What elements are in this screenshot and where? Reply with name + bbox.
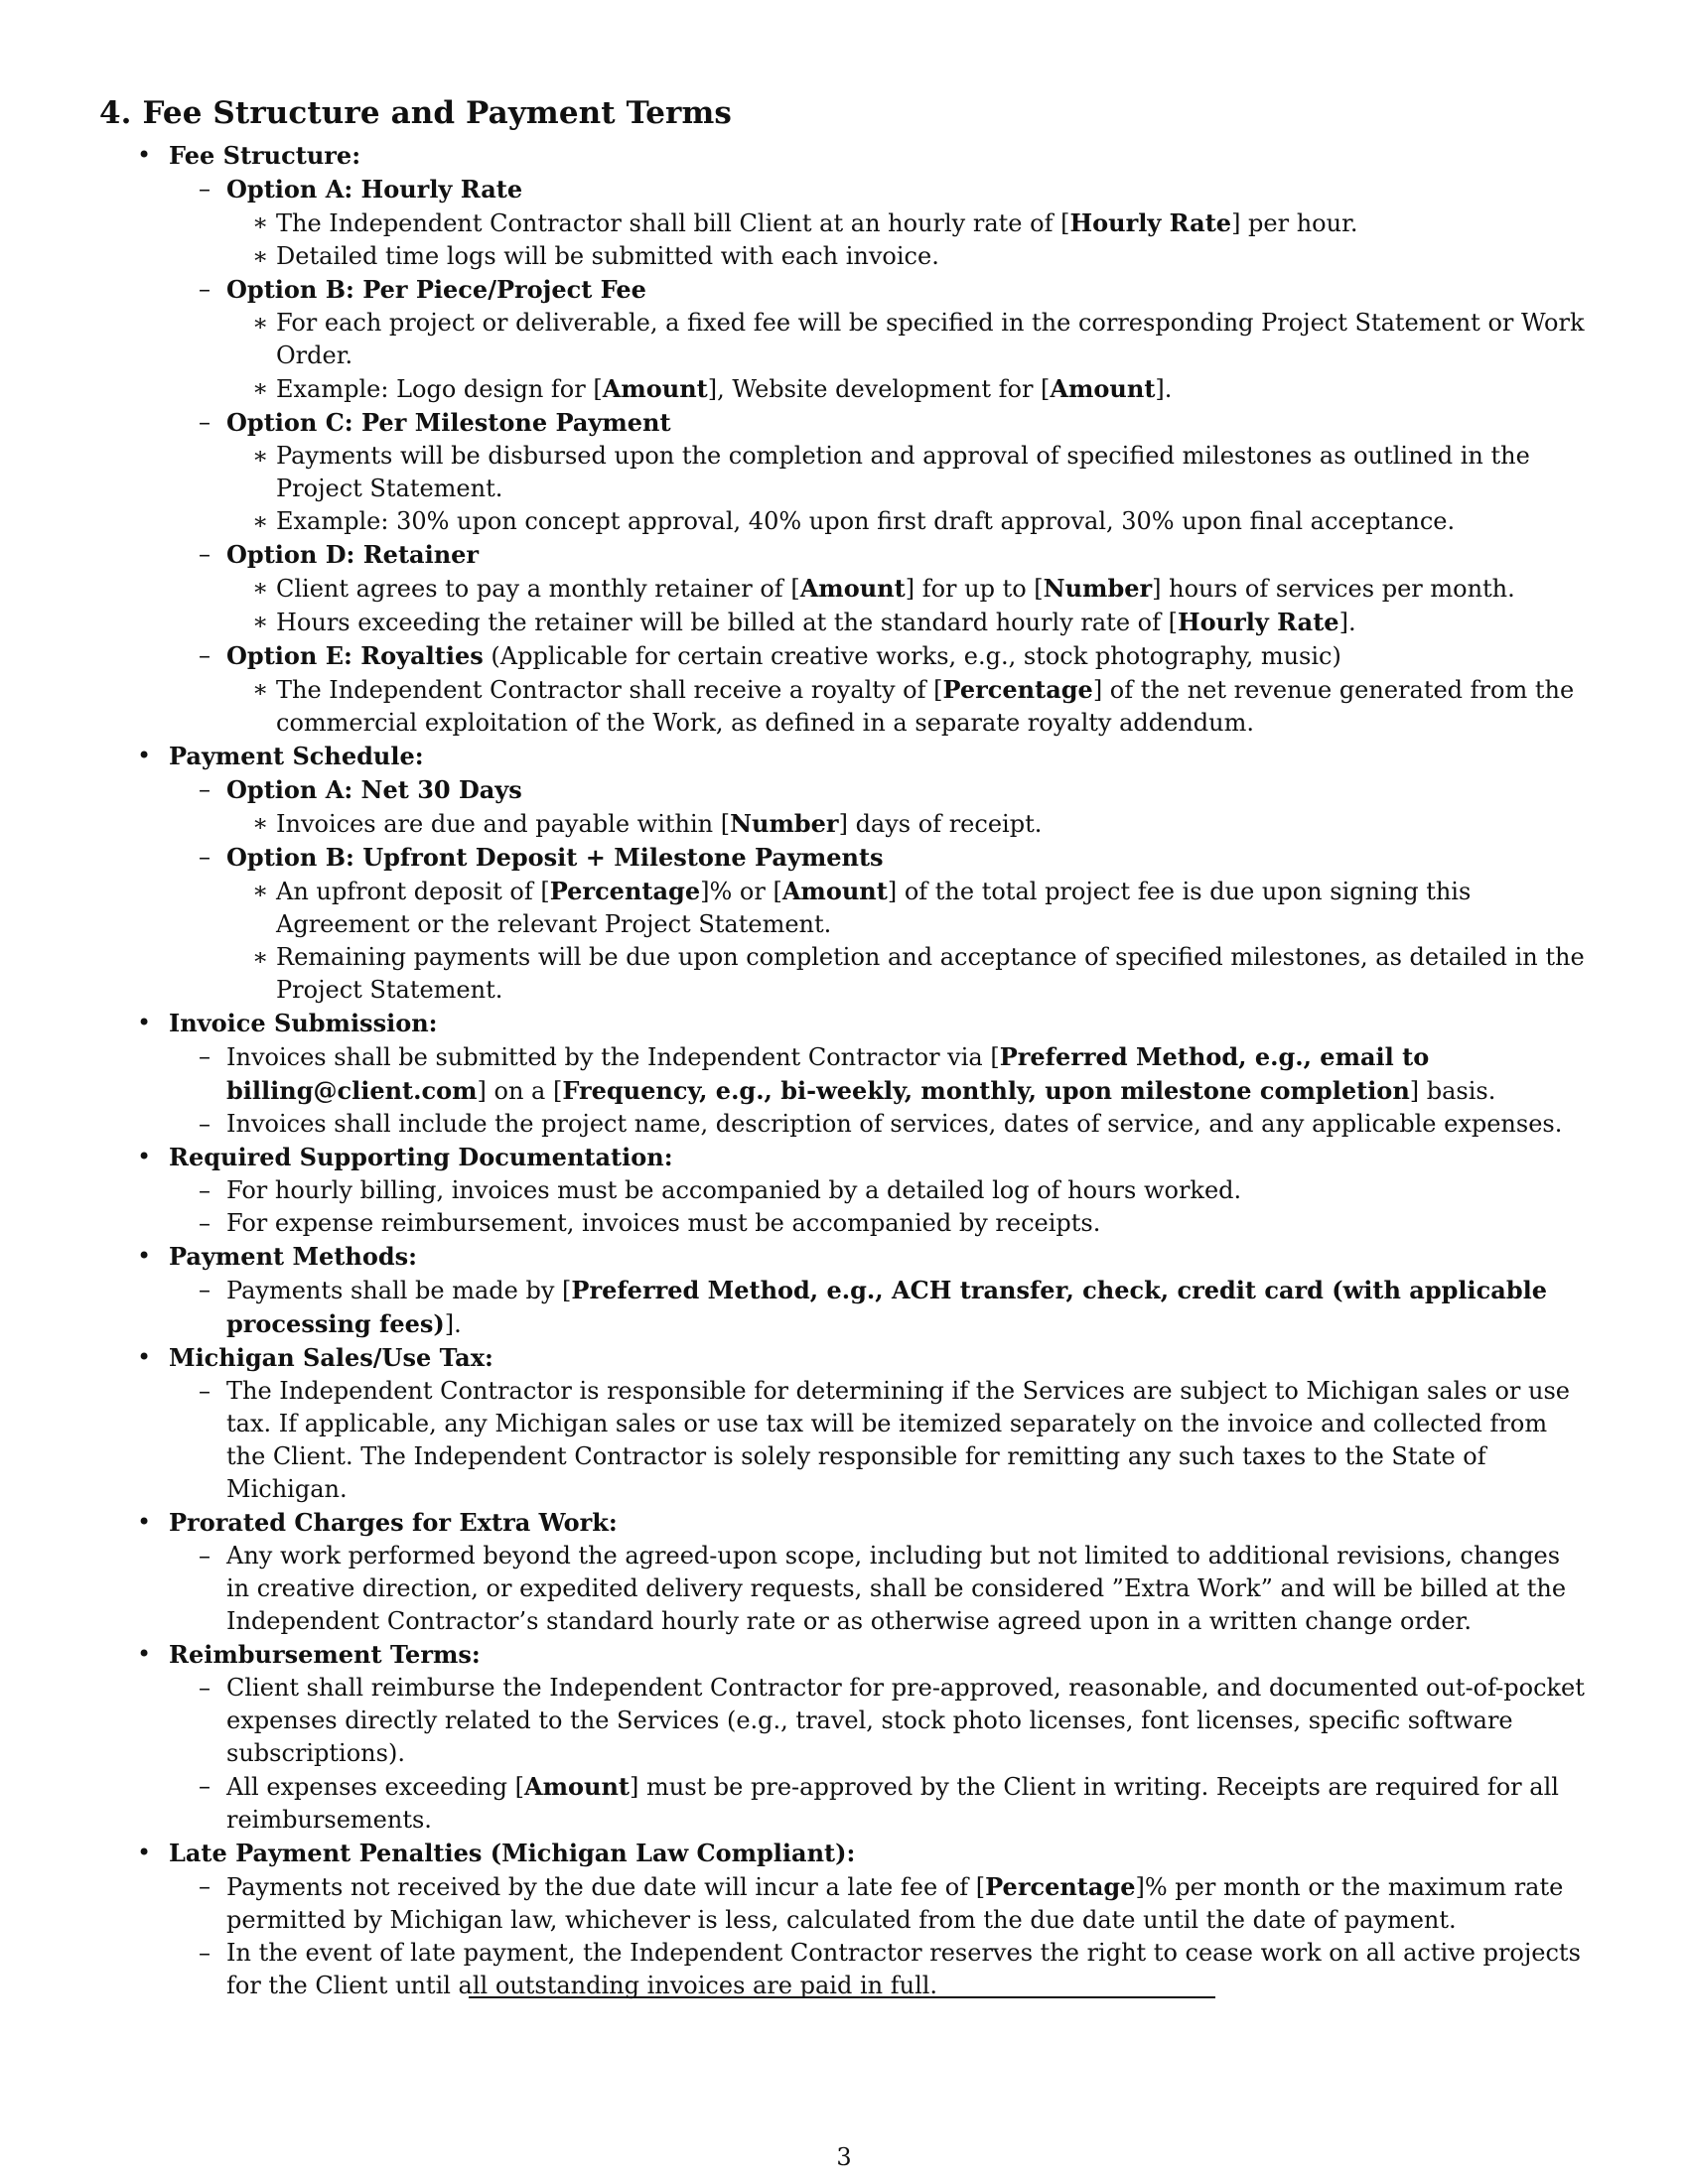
dash-glyph: – bbox=[199, 775, 211, 803]
list-item: ∗ An upfront deposit of [Percentage]% or [Amount] of the total project fee is due upon signing this Agreement or the relevant Project Statement. bbox=[252, 877, 1472, 938]
list-item: ∗ Payments will be disbursed upon the completion and approval of specified milestones as outlined in the Project Statement. bbox=[252, 442, 1530, 502]
option-note: (Applicable for certain creative works, e.g., stock photography, music) bbox=[483, 642, 1341, 670]
dash-glyph: – bbox=[199, 1377, 211, 1405]
bullet-glyph: • bbox=[137, 1143, 152, 1170]
dash-glyph: – bbox=[199, 1209, 211, 1237]
star-glyph: ∗ bbox=[252, 943, 269, 971]
dash-glyph: – bbox=[199, 1276, 211, 1303]
dash-glyph: – bbox=[199, 1772, 211, 1800]
placeholder-field: Frequency, e.g., bi-weekly, monthly, upon milestone completion bbox=[562, 1076, 1410, 1105]
fee-structure-label: Fee Structure: bbox=[169, 141, 361, 170]
star-glyph: ∗ bbox=[252, 809, 269, 837]
placeholder-field: Percentage bbox=[549, 877, 701, 905]
star-glyph: ∗ bbox=[252, 242, 269, 270]
list-item: – Invoices shall include the project name, description of services, dates of service, and any applicable expenses. bbox=[169, 1108, 1589, 1141]
list-item: ∗ The Independent Contractor shall receive a royalty of [Percentage] of the net revenue generated from the commercial exploitation of the Work, as defined in a separate royalty addendum. bbox=[252, 675, 1575, 737]
supporting-docs-item bbox=[99, 1141, 1589, 1240]
sales-tax-item bbox=[99, 1341, 1589, 1506]
list-item: – Invoices shall be submitted by the Independent Contractor via [Preferred Method, e.g., email to billing@client.com] on a [Frequency, e.g., bi-weekly, monthly, upon milestone completion] basis. bbox=[199, 1042, 1496, 1105]
bullet-glyph: • bbox=[137, 1242, 152, 1270]
extra-work-label: Prorated Charges for Extra Work: bbox=[169, 1508, 618, 1537]
schedule-option-b bbox=[169, 841, 1589, 1007]
dash-glyph: – bbox=[199, 843, 211, 871]
option-title: Option A: Hourly Rate bbox=[226, 175, 523, 204]
late-payment-label: Late Payment Penalties (Michigan Law Compliant): bbox=[169, 1839, 856, 1867]
placeholder-field: Amount bbox=[523, 1772, 630, 1801]
reimbursement-label: Reimbursement Terms: bbox=[169, 1640, 481, 1669]
star-glyph: ∗ bbox=[252, 442, 269, 470]
dash-glyph: – bbox=[199, 408, 211, 436]
bullet-glyph: • bbox=[137, 1009, 152, 1036]
placeholder-field: Amount bbox=[1050, 374, 1156, 403]
placeholder-field: Preferred Method, e.g., email to billing@client.com bbox=[226, 1042, 1430, 1105]
supporting-docs-label: Required Supporting Documentation: bbox=[169, 1143, 673, 1171]
list-item: ∗ For each project or deliverable, a fixed fee will be specified in the corresponding Project Statement or Work Order. bbox=[252, 309, 1585, 369]
placeholder-field: Amount bbox=[781, 877, 888, 905]
payment-schedule-label: Payment Schedule: bbox=[169, 742, 424, 770]
fee-structure-item bbox=[99, 139, 1589, 740]
star-glyph: ∗ bbox=[252, 309, 269, 337]
option-title: Option B: Per Piece/Project Fee bbox=[226, 275, 646, 304]
placeholder-field: Hourly Rate bbox=[1069, 208, 1232, 237]
bullet-glyph: • bbox=[137, 742, 152, 769]
extra-work-item bbox=[99, 1506, 1589, 1638]
option-title: Option D: Retainer bbox=[226, 540, 480, 569]
page-number: 3 bbox=[836, 2143, 852, 2171]
option-title: Option A: Net 30 Days bbox=[226, 775, 522, 804]
list-item: – For hourly billing, invoices must be accompanied by a detailed log of hours worked. bbox=[169, 1174, 1589, 1207]
list-item: ∗ The Independent Contractor shall bill Client at an hourly rate of [Hourly Rate] per hour. bbox=[252, 208, 1358, 237]
placeholder-field: Hourly Rate bbox=[1177, 608, 1339, 636]
dash-glyph: – bbox=[199, 1176, 211, 1204]
dash-glyph: – bbox=[199, 641, 211, 669]
fee-option-e bbox=[169, 639, 1589, 740]
bullet-glyph: • bbox=[137, 1343, 152, 1371]
list-item: – The Independent Contractor is responsible for determining if the Services are subject to Michigan sales or use tax. If applicable, any Michigan sales or use tax will be itemized separately on the invoice and collected from the Client. The Independent Contractor is solely responsible for remitting any such taxes to the State of Michigan. bbox=[199, 1377, 1570, 1503]
list-item: ∗ Invoices are due and payable within [Number] days of receipt. bbox=[252, 809, 1043, 838]
dash-glyph: – bbox=[199, 1674, 211, 1702]
bullet-glyph: • bbox=[137, 141, 152, 169]
fee-option-d bbox=[169, 538, 1589, 639]
list-item: ∗ Detailed time logs will be submitted with each invoice. bbox=[226, 240, 1589, 273]
invoice-submission-label: Invoice Submission: bbox=[169, 1009, 438, 1037]
payment-methods-item bbox=[99, 1240, 1589, 1341]
horizontal-rule bbox=[469, 1996, 1215, 1998]
bullet-glyph: • bbox=[137, 1839, 152, 1866]
placeholder-field: Amount bbox=[602, 374, 708, 403]
list-item: – For expense reimbursement, invoices must be accompanied by receipts. bbox=[169, 1207, 1589, 1240]
dash-glyph: – bbox=[199, 1939, 211, 1967]
dash-glyph: – bbox=[199, 1872, 211, 1900]
bullet-glyph: • bbox=[137, 1508, 152, 1536]
list-item: ∗ Remaining payments will be due upon completion and acceptance of specified milestones, as detailed in the Project Statement. bbox=[252, 943, 1585, 1004]
sales-tax-label: Michigan Sales/Use Tax: bbox=[169, 1343, 493, 1372]
section-heading: 4. Fee Structure and Payment Terms bbox=[99, 95, 732, 131]
dash-glyph: – bbox=[199, 1042, 211, 1070]
list-item: ∗ Client agrees to pay a monthly retainer of [Amount] for up to [Number] hours of services per month. bbox=[252, 574, 1515, 603]
star-glyph: ∗ bbox=[252, 877, 269, 904]
option-title: Option C: Per Milestone Payment bbox=[226, 408, 671, 437]
invoice-submission-item bbox=[99, 1007, 1589, 1141]
fee-option-c bbox=[169, 406, 1589, 538]
placeholder-field: Number bbox=[730, 809, 839, 838]
placeholder-field: Preferred Method, e.g., ACH transfer, check, credit card (with applicable processing fees) bbox=[226, 1276, 1547, 1338]
fee-option-a bbox=[169, 173, 1589, 273]
star-glyph: ∗ bbox=[252, 507, 269, 535]
option-title: Option B: Upfront Deposit + Milestone Payments bbox=[226, 843, 884, 872]
placeholder-field: Amount bbox=[799, 574, 906, 603]
terms-list bbox=[99, 139, 1589, 2002]
list-item: – Payments not received by the due date will incur a late fee of [Percentage]% per month or the maximum rate permitted by Michigan law, whichever is less, calculated from the due date until the date of payment. bbox=[199, 1872, 1564, 1934]
list-item: – Payments shall be made by [Preferred Method, e.g., ACH transfer, check, credit card (with applicable processing fees)]. bbox=[199, 1276, 1547, 1338]
late-payment-item bbox=[99, 1837, 1589, 2002]
payment-schedule-item bbox=[99, 740, 1589, 1007]
star-glyph: ∗ bbox=[252, 675, 269, 703]
list-item: – In the event of late payment, the Independent Contractor reserves the right to cease work on all active projects for the Client until all outstanding invoices are paid in full. bbox=[199, 1939, 1581, 1999]
document-page bbox=[99, 95, 1589, 2002]
dash-glyph: – bbox=[199, 1110, 211, 1138]
placeholder-field: Percentage bbox=[985, 1872, 1136, 1901]
reimbursement-item bbox=[99, 1638, 1589, 1837]
placeholder-field: Number bbox=[1043, 574, 1153, 603]
option-title: Option E: Royalties bbox=[226, 641, 484, 670]
list-item: – Any work performed beyond the agreed-upon scope, including but not limited to additional revisions, changes in creative direction, or expedited delivery requests, shall be considered ”Extra Work” and will be billed at the Independent Contractor’s standard hourly rate or as otherwise agreed upon in a written change order. bbox=[199, 1542, 1567, 1635]
dash-glyph: – bbox=[199, 275, 211, 303]
bullet-glyph: • bbox=[137, 1640, 152, 1668]
list-item: ∗ Example: Logo design for [Amount], Website development for [Amount]. bbox=[252, 374, 1173, 403]
fee-option-b bbox=[169, 273, 1589, 406]
star-glyph: ∗ bbox=[252, 374, 269, 402]
placeholder-field: Percentage bbox=[942, 675, 1093, 704]
schedule-option-a bbox=[169, 773, 1589, 841]
dash-glyph: – bbox=[199, 175, 211, 203]
star-glyph: ∗ bbox=[252, 574, 269, 602]
star-glyph: ∗ bbox=[252, 208, 269, 236]
list-item: – Client shall reimburse the Independent Contractor for pre-approved, reasonable, and documented out-of-pocket expenses directly related to the Services (e.g., travel, stock photo licenses, font licenses, specific software subscriptions). bbox=[199, 1674, 1585, 1767]
dash-glyph: – bbox=[199, 1542, 211, 1570]
list-item: ∗ Example: 30% upon concept approval, 40% upon first draft approval, 30% upon final acceptance. bbox=[226, 505, 1589, 538]
dash-glyph: – bbox=[199, 540, 211, 568]
list-item: ∗ Hours exceeding the retainer will be billed at the standard hourly rate of [Hourly Rate]. bbox=[252, 608, 1356, 636]
star-glyph: ∗ bbox=[252, 608, 269, 635]
list-item: – All expenses exceeding [Amount] must be pre-approved by the Client in writing. Receipts are required for all reimbursements. bbox=[199, 1772, 1559, 1834]
payment-methods-label: Payment Methods: bbox=[169, 1242, 417, 1271]
